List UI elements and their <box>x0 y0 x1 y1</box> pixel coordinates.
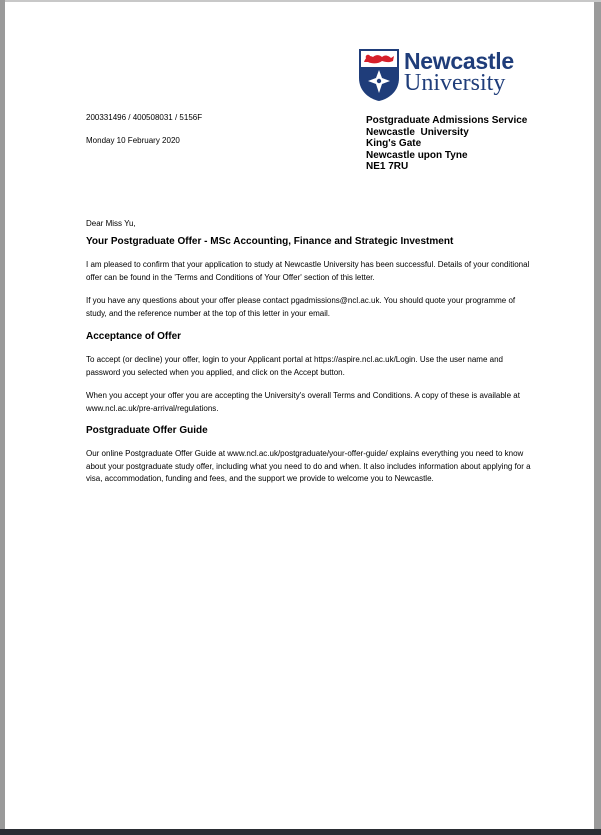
letter-date: Monday 10 February 2020 <box>86 136 180 145</box>
university-crest-icon <box>358 48 400 102</box>
page-frame-left <box>0 0 5 835</box>
address-line: Newcastle upon Tyne <box>366 149 468 161</box>
newcastle-university-logo <box>358 48 518 104</box>
address-line: Postgraduate Admissions Service <box>366 115 528 126</box>
letter-title: Your Postgraduate Offer - MSc Accounting, Finance and Strategic Investment <box>86 236 454 247</box>
address-line: Newcastle University <box>366 126 469 138</box>
address-line: King's Gate <box>366 138 422 150</box>
body-paragraph: Our online Postgraduate Offer Guide at www.ncl.ac.uk/postgraduate/your-offer-guide/ explains everything you need to know about your postgraduate study offer, including what you need to do and when. It also includes information about applying for a visa, accommodation, funding and fees, and the support we provide to welcome you to Newcastle. <box>86 449 531 483</box>
logo-wordmark-line2: University <box>404 70 506 96</box>
salutation: Dear Miss Yu, <box>86 219 136 228</box>
section-heading-acceptance: Acceptance of Offer <box>86 331 182 342</box>
body-paragraph: If you have any questions about your offer please contact pgadmissions@ncl.ac.uk. You should quote your programme of study, and the reference number at the top of this letter in your email. <box>86 296 516 318</box>
address-line: NE1 7RU <box>366 161 409 173</box>
body-paragraph: When you accept your offer you are accepting the University's overall Terms and Conditions. A copy of these is available at www.ncl.ac.uk/pre-arrival/regulations. <box>86 391 520 413</box>
body-paragraph: I am pleased to confirm that your application to study at Newcastle University has been successful. Details of your conditional offer can be found in the 'Terms and Conditions of Your Offer' section of this letter. <box>86 260 530 282</box>
body-paragraph: To accept (or decline) your offer, login to your Applicant portal at https://aspire.ncl.ac.uk/Login. Use the user name and password you selected when you applied, and click on the Accept button. <box>86 355 503 377</box>
page-frame-top <box>0 0 601 2</box>
reference-number: 200331496 / 400508031 / 5156F <box>86 113 203 122</box>
viewer-scrollbar-track[interactable] <box>594 2 601 829</box>
section-heading-offer-guide: Postgraduate Offer Guide <box>86 425 208 436</box>
viewer-bottom-bar <box>0 829 601 835</box>
sender-address <box>366 115 527 173</box>
logo-wordmark-line1: Newcastle <box>404 48 514 74</box>
